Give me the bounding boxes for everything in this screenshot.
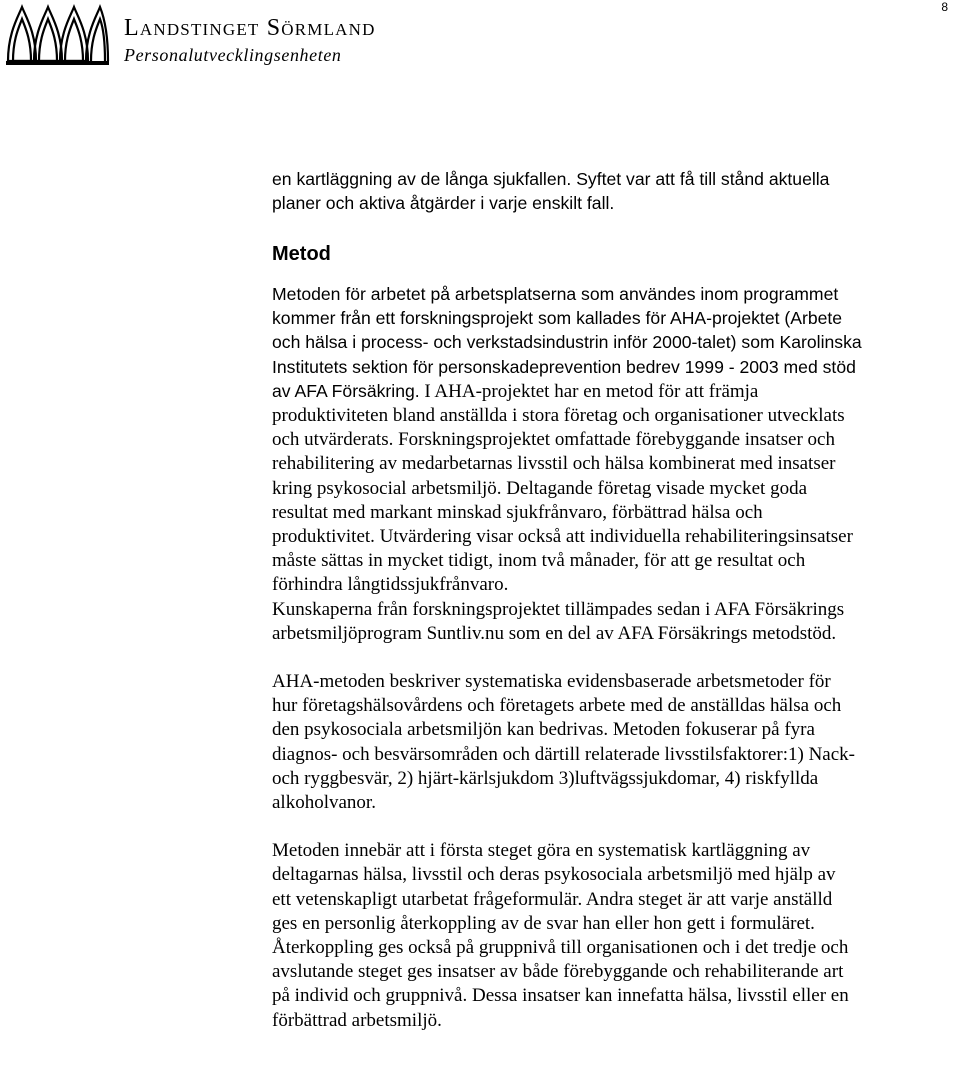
text-line: hur företagshälsovårdens och företagets arbete med de anställdas hälsa och: [272, 695, 842, 717]
paragraph-2: [272, 670, 956, 815]
text-line: Kunskaperna från forskningsprojektet tillämpades sedan i AFA Försäkrings: [272, 598, 845, 620]
unit-name: Personalutvecklingsenheten: [124, 45, 342, 65]
text-line: Metoden för arbetet på arbetsplatserna som användes inom programmet: [272, 284, 839, 304]
paragraph-gap: [272, 815, 956, 839]
text-line: måste sättas in mycket tidigt, inom två månader, för att ge resultat och: [272, 550, 806, 572]
text-line: Institutets sektion för personskadeprevention bedrev 1999 - 2003 med stöd: [272, 356, 856, 377]
paragraph-gap: [272, 646, 956, 670]
text-line: produktivitet. Utvärdering visar också att individuella rehabiliteringsinsatser: [272, 526, 853, 548]
text-line: på individ och gruppnivå. Dessa insatser kan innefatta hälsa, livsstil eller en: [272, 985, 849, 1007]
text-line: arbetsmiljöprogram Suntliv.nu som en del av AFA Försäkrings metodstöd.: [272, 622, 837, 644]
text-line: AHA-metoden beskriver systematiska evidensbaserade arbetsmetoder för: [272, 671, 831, 693]
text-line: resultat med markant minskad sjukfrånvaro, förbättrad hälsa och: [272, 501, 763, 523]
text-line: förhindra långtidssjukfrånvaro.: [272, 574, 509, 596]
method-text: [272, 282, 956, 1033]
section-heading: Metod: [272, 243, 331, 265]
intro-paragraph: [272, 167, 956, 215]
text-fragment: av AFA Försäkring.: [272, 380, 420, 401]
page-number: 8: [941, 0, 948, 14]
text-line: kommer från ett forskningsprojekt som kallades för AHA-projektet (Arbete: [272, 308, 843, 329]
text-line: deltagarnas hälsa, livsstil och deras psykosociala arbetsmiljö med hjälp av: [272, 864, 836, 886]
landstinget-logo: [4, 3, 110, 69]
text-line: Återkoppling ges också på gruppnivå till organisationen och i det tredje och: [272, 937, 849, 959]
page-body: [272, 167, 956, 215]
text-line: ett vetenskapligt utarbetat frågeformulär. Andra steget är att varje anställd: [272, 888, 833, 910]
text-line: planer och aktiva åtgärder i varje enskilt fall.: [272, 193, 615, 214]
text-line: kring psykosocial arbetsmiljö. Deltagande företag visade mycket goda: [272, 477, 808, 499]
text-fragment: I AHA-projektet har en metod för att främja: [419, 380, 759, 402]
text-line: avslutande steget ges insatser av både förebyggande och rehabiliterande art: [272, 961, 844, 983]
text-line: och hälsa i process- och verkstadsindustrin inför 2000-talet) som Karolinska: [272, 332, 862, 353]
text-line: en kartläggning av de långa sjukfallen. Syftet var att få till stånd aktuella: [272, 169, 830, 189]
text-line: Metoden innebär att i första steget göra en systematisk kartläggning av: [272, 840, 811, 862]
text-line: förbättrad arbetsmiljö.: [272, 1009, 442, 1031]
organization-name: Landstinget Sörmland: [124, 15, 376, 41]
text-line: ges en personlig återkoppling av de svar han eller hon gett i formuläret.: [272, 912, 815, 934]
text-line: rehabilitering av medarbetarnas livsstil och hälsa kombinerat med insatser: [272, 453, 836, 475]
paragraph-3: [272, 839, 956, 1033]
text-line: och ryggbesvär, 2) hjärt-kärlsjukdom 3)luftvägssjukdomar, 4) riskfyllda: [272, 767, 819, 789]
text-line: och utvärderats. Forskningsprojektet omfattade förebyggande insatser och: [272, 429, 835, 451]
text-line: den psykosociala arbetsmiljön kan bedrivas. Metoden fokuserar på fyra: [272, 719, 815, 741]
text-line: [272, 379, 956, 404]
text-line: produktiviteten bland anställda i stora företag och organisationer utvecklats: [272, 405, 845, 427]
paragraph-1: [272, 282, 956, 646]
text-line: diagnos- och besvärsområden och därtill relaterade livsstilsfaktorer:1) Nack-: [272, 743, 855, 765]
text-line: alkoholvanor.: [272, 792, 376, 814]
